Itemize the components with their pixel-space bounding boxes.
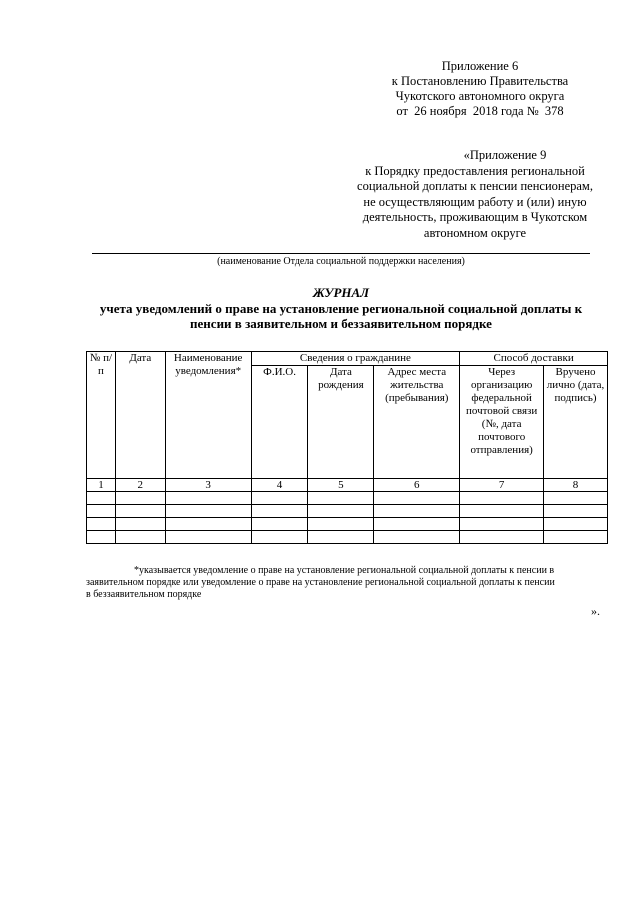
header-hand-delivery: Вручено лично (дата, подпись) <box>544 366 608 479</box>
column-number: 1 <box>87 479 116 492</box>
journal-title: ЖУРНАЛ <box>312 285 370 300</box>
table-cell <box>115 505 165 518</box>
footnote-line: в беззаявительном порядке <box>86 589 202 600</box>
header-delivery-group: Способ доставки <box>460 352 608 366</box>
journal-subtitle <box>92 301 590 331</box>
footnote-line: заявительном порядке или уведомление о праве на установление региональной социальной доплаты к пенсии <box>86 577 555 588</box>
empty-rows <box>87 492 608 544</box>
appendix-9-line: не осуществляющим работу и (или) иную <box>363 194 587 209</box>
column-number: 2 <box>115 479 165 492</box>
table-cell <box>308 492 374 505</box>
column-number: 8 <box>544 479 608 492</box>
appendix-9-line: к Порядку предоставления региональной <box>365 163 585 178</box>
table-cell <box>374 492 460 505</box>
table-cell <box>165 531 251 544</box>
table-cell <box>251 518 308 531</box>
table-cell <box>308 531 374 544</box>
journal-table <box>86 351 608 544</box>
header-birth-date: Дата рождения <box>308 366 374 479</box>
table-cell <box>87 531 116 544</box>
table-cell <box>251 531 308 544</box>
column-number: 4 <box>251 479 308 492</box>
table-row <box>87 531 608 544</box>
table-cell <box>165 492 251 505</box>
table-cell <box>544 518 608 531</box>
footnote-line: *указывается уведомление о праве на установление региональной социальной доплаты к пенсии в <box>134 565 555 576</box>
column-number: 7 <box>460 479 544 492</box>
department-caption: (наименование Отдела социальной поддержки населения) <box>217 256 465 267</box>
table-cell <box>460 518 544 531</box>
table-cell <box>544 531 608 544</box>
table-cell <box>87 492 116 505</box>
column-number: 3 <box>165 479 251 492</box>
table-cell <box>308 518 374 531</box>
appendix-9-header <box>335 148 615 241</box>
table-row <box>87 505 608 518</box>
table-cell <box>115 531 165 544</box>
journal-subtitle-line: пенсии в заявительном и беззаявительном порядке <box>190 316 492 331</box>
table-cell <box>115 518 165 531</box>
table-cell <box>374 518 460 531</box>
department-underline <box>92 253 590 254</box>
header-citizen-group: Сведения о гражданине <box>251 352 460 366</box>
table-cell <box>460 492 544 505</box>
table-cell <box>544 505 608 518</box>
table-header-row <box>87 352 608 366</box>
table-cell <box>165 518 251 531</box>
table-cell <box>460 531 544 544</box>
table-cell <box>87 505 116 518</box>
table-cell <box>251 492 308 505</box>
appendix-9-line: деятельность, проживающим в Чукотском <box>362 210 588 224</box>
column-numbers-row <box>87 479 608 492</box>
appendix-9-line: автономном округе <box>423 225 527 240</box>
table-cell <box>374 531 460 544</box>
header-post-delivery: Через организацию федеральной почтовой связи (№, дата почтового отправления) <box>460 366 544 479</box>
header-address: Адрес места жительства (пребывания) <box>374 366 460 479</box>
closing-quote: ». <box>591 604 600 618</box>
table-cell <box>460 505 544 518</box>
appendix-6-line: от 26 ноября 2018 года № 378 <box>396 104 564 118</box>
appendix-9-line: социальной доплаты к пенсии пенсионерам, <box>357 179 593 193</box>
table-cell <box>165 505 251 518</box>
table-cell <box>115 492 165 505</box>
column-number: 6 <box>374 479 460 492</box>
appendix-6-line: Приложение 6 <box>441 59 519 73</box>
appendix-6-header <box>360 59 600 119</box>
footnote <box>86 565 608 601</box>
appendix-6-line: к Постановлению Правительства <box>391 74 569 88</box>
table-row <box>87 492 608 505</box>
header-notice-name: Наименование уведомления* <box>165 352 251 479</box>
table-cell <box>544 492 608 505</box>
table-cell <box>251 505 308 518</box>
table-cell <box>374 505 460 518</box>
journal-subtitle-line: учета уведомлений о праве на установление региональной социальной доплаты к <box>99 301 583 316</box>
appendix-9-line: «Приложение 9 <box>463 148 547 162</box>
appendix-6-line: Чукотского автономного округа <box>395 89 565 103</box>
header-num: № п/п <box>87 352 116 479</box>
column-number: 5 <box>308 479 374 492</box>
header-date: Дата <box>115 352 165 479</box>
table-cell <box>308 505 374 518</box>
header-fio: Ф.И.О. <box>251 366 308 479</box>
table-row <box>87 518 608 531</box>
table-cell <box>87 518 116 531</box>
